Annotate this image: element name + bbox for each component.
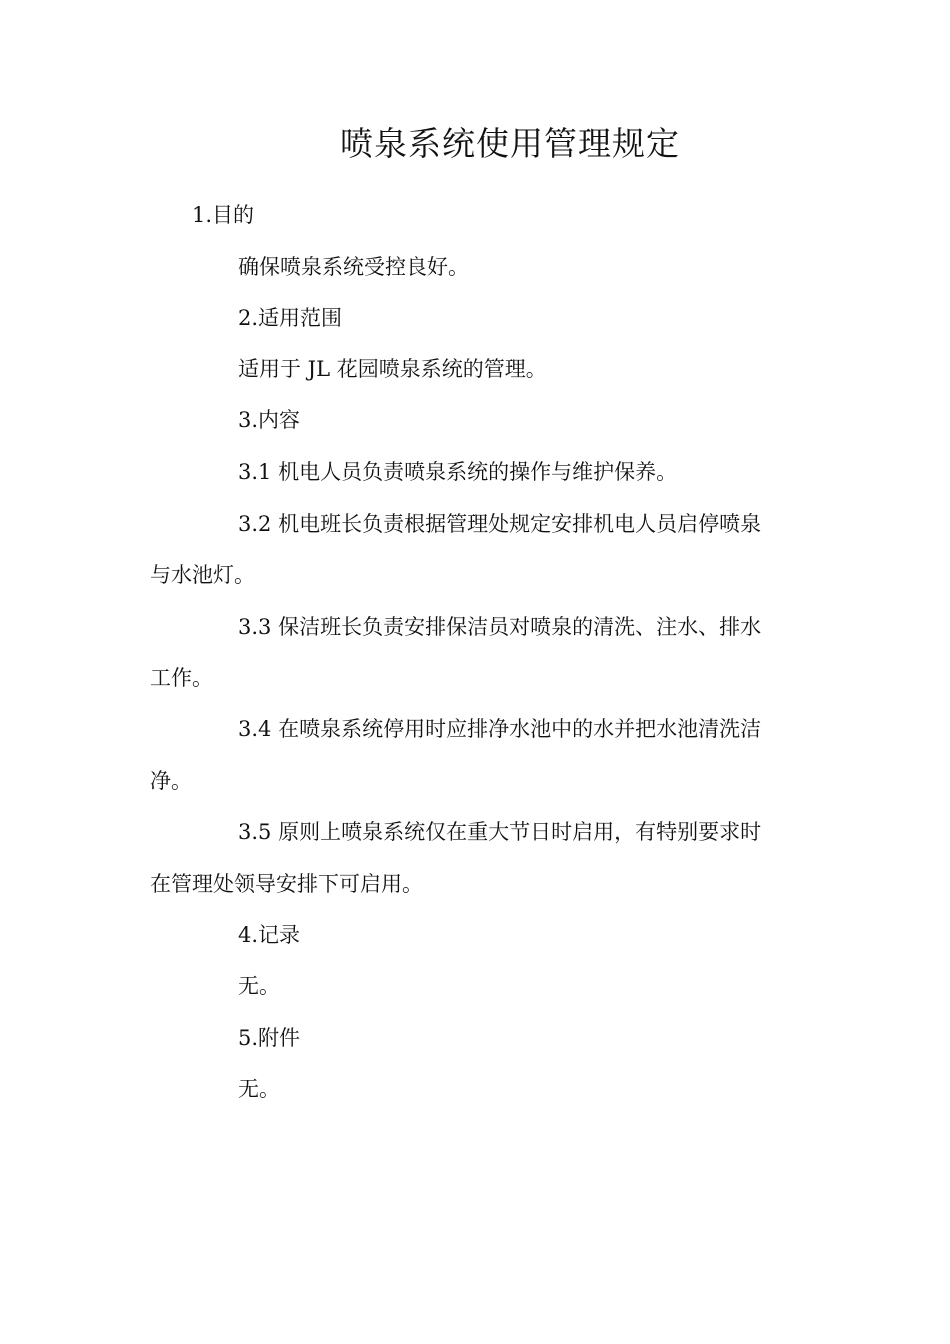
content-item-3-2-line1: 3.2 机电班长负责根据管理处规定安排机电人员启停喷泉 [238,512,762,536]
section-scope-text: 适用于 JL 花园喷泉系统的管理。 [238,357,547,381]
content-item-3-3-line2: 工作。 [150,666,213,690]
section-scope-heading: 2.适用范围 [238,306,343,330]
content-item-3-4-line1: 3.4 在喷泉系统停用时应排净水池中的水并把水池清洗洁 [238,717,762,741]
section-records-text: 无。 [238,974,280,998]
section-attachments-text: 无。 [238,1077,280,1101]
page-title: 喷泉系统使用管理规定 [340,124,680,163]
section-records-heading: 4.记录 [238,923,301,947]
content-item-3-5-line2: 在管理处领导安排下可启用。 [150,872,423,896]
content-item-3-4-line2: 净。 [150,769,192,793]
content-item-3-5-line1: 3.5 原则上喷泉系统仅在重大节日时启用，有特别要求时 [238,820,762,844]
content-item-3-1: 3.1 机电人员负责喷泉系统的操作与维护保养。 [238,460,678,484]
content-item-3-3-line1: 3.3 保洁班长负责安排保洁员对喷泉的清洗、注水、排水 [238,615,762,639]
section-purpose-heading: 1.目的 [192,203,255,227]
content-item-3-2-line2: 与水池灯。 [150,563,255,587]
section-purpose-text: 确保喷泉系统受控良好。 [238,255,469,279]
section-content-heading: 3.内容 [238,408,301,432]
section-attachments-heading: 5.附件 [238,1026,301,1050]
